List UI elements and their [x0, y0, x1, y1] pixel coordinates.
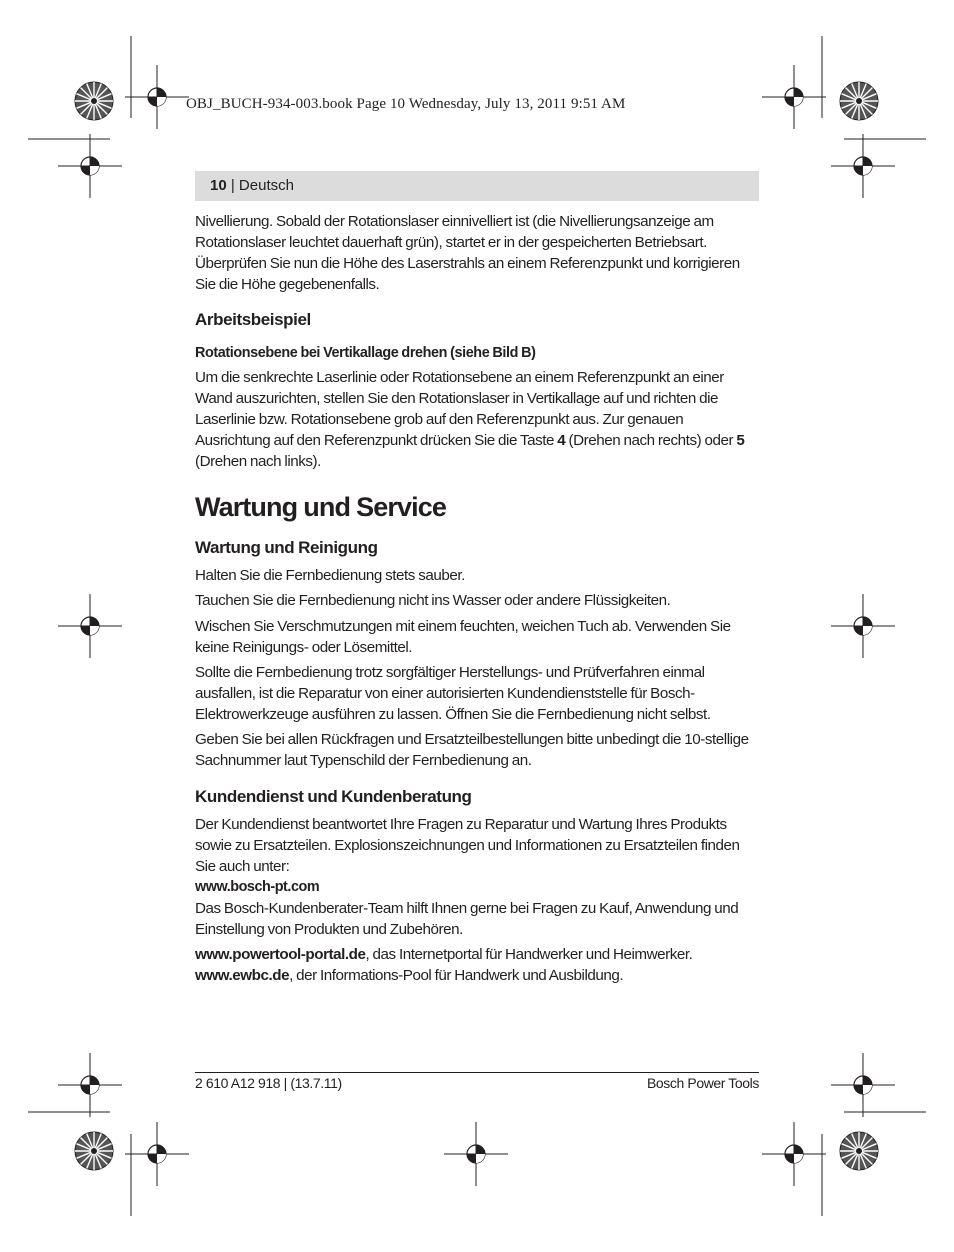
bosch-link[interactable]: www.bosch-pt.com — [195, 879, 320, 895]
beratung-text: Das Bosch-Kundenberater-Team hilft Ihnen gerne bei Fragen zu Kauf, Anwendung und Einstellung von Produkten und Zubehören. — [195, 900, 739, 938]
footer-rule — [195, 1072, 759, 1073]
intro-paragraph: Nivellierung. Sobald der Rotationslaser einnivelliert ist (die Nivellierungsanzeige am Rotationslaser leuchtet dauerhaft grün), startet er in der gespeicherten Betriebsart. Überprüfen Sie nun die Höhe des Laserstrahls an einem Referenzpunkt und korrigieren Sie die Höhe gegebenenfalls. — [195, 213, 740, 293]
page-header-label — [210, 177, 294, 194]
kundendienst-paragraph: Der Kundendienst beantwortet Ihre Fragen zu Reparatur und Wartung Ihres Produkts sowie zu Ersatzteilen. Explosionszeichnungen und Informationen zu Ersatzteilen finden Sie auch unter: www.bosch-pt.com Das Bosch-Kundenberater-Team hilft Ihnen gerne bei Fragen zu Kauf, Anwendung und Einstellung von Produkten und Zubehören. — [195, 814, 759, 940]
reinigung-paragraph-5: Geben Sie bei allen Rückfragen und Ersatzteilbestellungen bitte unbedingt die 10-stellige Sachnummer laut Typenschild der Fernbedienung an. — [195, 731, 749, 769]
portal-paragraph: www.powertool-portal.de, das Internetportal für Handwerker und Heimwerker. www.ewbc.de, der Informations-Pool für Handwerk und Ausbildung. — [195, 946, 693, 984]
ewbc-link[interactable]: www.ewbc.de — [195, 967, 290, 984]
kundendienst-heading: Kundendienst und Kundenberatung — [195, 787, 472, 806]
reinigung-paragraph-4: Sollte die Fernbedienung trotz sorgfältiger Herstellungs- und Prüfverfahren einmal ausfallen, ist die Reparatur von einer autorisierten Kundendienststelle für Bosch-Elektrowerkzeuge ausführen zu lassen. Öffnen Sie die Fernbedienung nicht selbst. — [195, 664, 711, 723]
reinigung-paragraph-1: Halten Sie die Fernbedienung stets sauber. — [195, 567, 465, 584]
key-5: 5 — [736, 432, 745, 449]
arbeitsbeispiel-paragraph: Um die senkrechte Laserlinie oder Rotationsebene an einem Referenzpunkt an einer Wand auszurichten, stellen Sie den Rotationslaser in Vertikallage auf und richten die Laserlinie bzw. Rotationsebene grob auf den Referenzpunkt aus. Zur genauen Ausrichtung auf den Referenzpunkt drücken Sie die Taste 4 (Drehen nach rechts) oder 5 (Drehen nach links). — [195, 369, 745, 470]
footer-brand: Bosch Power Tools — [646, 1075, 759, 1091]
header-separator: | — [226, 177, 239, 194]
key-4: 4 — [557, 432, 566, 449]
section-title: Wartung und Service — [195, 492, 446, 522]
footer-document-number: 2 610 A12 918 | (13.7.11) — [195, 1075, 342, 1091]
arbeitsbeispiel-subheading: Rotationsebene bei Vertikallage drehen (siehe Bild B) — [195, 345, 536, 361]
reinigung-paragraph-2: Tauchen Sie die Fernbedienung nicht ins Wasser oder andere Flüssigkeiten. — [195, 592, 671, 609]
header-language: Deutsch — [238, 177, 294, 194]
page-number: 10 — [210, 177, 227, 194]
reinigung-paragraph-3: Wischen Sie Verschmutzungen mit einem feuchten, weichen Tuch ab. Verwenden Sie keine Reinigungs- oder Lösemittel. — [195, 618, 731, 656]
page-header — [195, 171, 759, 201]
reinigung-heading: Wartung und Reinigung — [195, 538, 378, 557]
arbeitsbeispiel-heading: Arbeitsbeispiel — [195, 310, 311, 329]
print-slug: OBJ_BUCH-934-003.book Page 10 Wednesday, July 13, 2011 9:51 AM — [186, 96, 626, 112]
portal-link[interactable]: www.powertool-portal.de — [195, 946, 366, 963]
